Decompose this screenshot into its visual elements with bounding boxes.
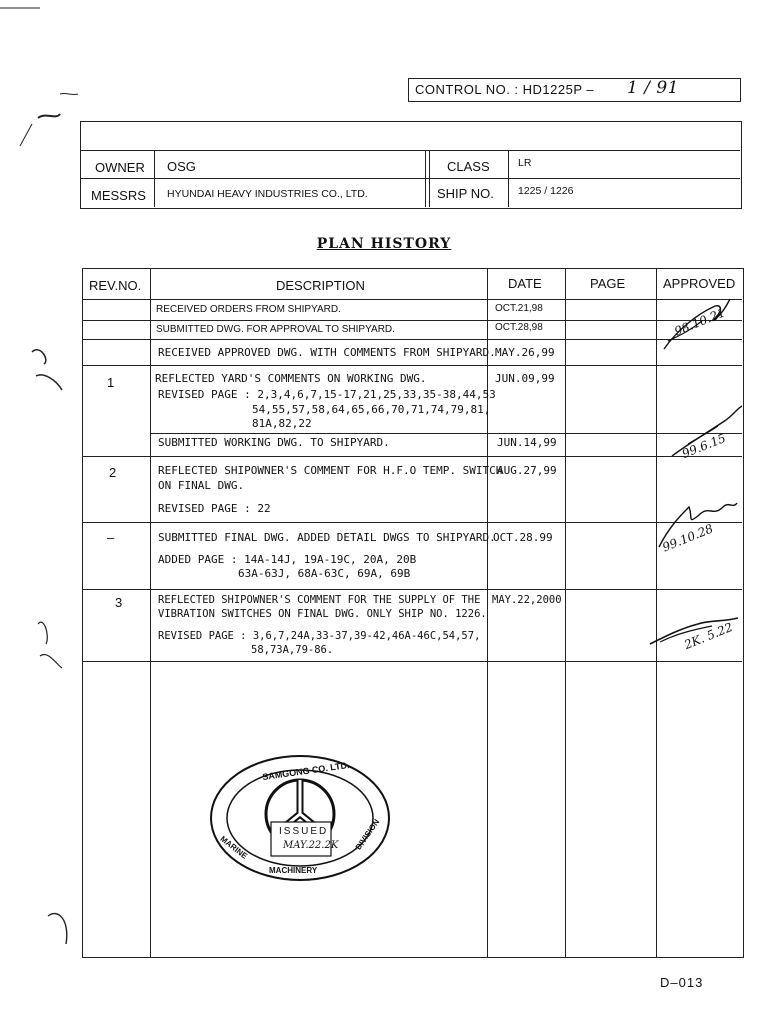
row-6-date: OCT.28.99 xyxy=(493,531,553,544)
owner-label: OWNER xyxy=(95,160,145,175)
row-7-rev: 3 xyxy=(115,595,123,610)
col-header-approved: APPROVED xyxy=(663,276,736,291)
control-number-label: CONTROL NO. : HD1225P – xyxy=(415,82,595,97)
row-0-description: RECEIVED ORDERS FROM SHIPYARD. xyxy=(156,304,341,315)
row-7-description-line3: REVISED PAGE : 3,6,7,24A,33-37,39-42,46A-46C,54,57, xyxy=(158,630,481,642)
row-6-description: SUBMITTED FINAL DWG. ADDED DETAIL DWGS TO SHIPYARD. xyxy=(158,531,496,544)
row-1-description: SUBMITTED DWG. FOR APPROVAL TO SHIPYARD. xyxy=(156,324,395,335)
row-5-description: REFLECTED SHIPOWNER'S COMMENT FOR H.F.O TEMP. SWITCH xyxy=(158,464,503,477)
row-3-date: JUN.09,99 xyxy=(495,372,555,385)
approval-date-1: 98.10.21 xyxy=(672,305,728,339)
row-1-date: OCT.28,98 xyxy=(495,322,543,333)
row-2-description: RECEIVED APPROVED DWG. WITH COMMENTS FROM SHIPYARD. xyxy=(158,346,496,359)
row-7-description-line2: VIBRATION SWITCHES ON FINAL DWG. ONLY SHIP NO. 1226. xyxy=(158,608,487,620)
row-2-date: MAY.26,99 xyxy=(495,346,555,359)
messrs-value: HYUNDAI HEAVY INDUSTRIES CO., LTD. xyxy=(167,188,368,200)
stamp-top-text: SAMGONG CO. LTD. xyxy=(261,759,351,783)
row-7-description: REFLECTED SHIPOWNER'S COMMENT FOR THE SUPPLY OF THE xyxy=(158,594,481,606)
row-5-description-line3: REVISED PAGE : 22 xyxy=(158,502,271,515)
shipno-value: 1225 / 1226 xyxy=(518,185,574,197)
messrs-label: MESSRS xyxy=(91,188,146,203)
row-6-description-line3: 63A-63J, 68A-63C, 69A, 69B xyxy=(238,567,411,580)
control-number-handwritten: 1 / 91 xyxy=(627,78,679,98)
col-header-date: DATE xyxy=(508,276,542,291)
stamp-date-text: MAY.22.2K xyxy=(283,840,339,851)
approval-date-3: 99.10.28 xyxy=(660,521,716,555)
row-6-description-line2: ADDED PAGE : 14A-14J, 19A-19C, 20A, 20B xyxy=(158,553,417,566)
row-3-description-line3: 54,55,57,58,64,65,66,70,71,74,79,81, xyxy=(252,403,491,416)
row-6-rev: – xyxy=(107,530,115,545)
class-label: CLASS xyxy=(447,159,490,174)
row-4-date: JUN.14,99 xyxy=(497,436,557,449)
col-header-description: DESCRIPTION xyxy=(276,278,365,293)
row-3-description: REFLECTED YARD'S COMMENTS ON WORKING DWG. xyxy=(155,372,427,385)
col-header-page: PAGE xyxy=(590,276,626,291)
stamp-bottom-left-text: MARINE xyxy=(218,834,249,861)
row-3-rev: 1 xyxy=(107,375,115,390)
row-5-rev: 2 xyxy=(109,465,117,480)
row-3-description-line4: 81A,82,22 xyxy=(252,417,312,430)
row-7-date: MAY.22,2000 xyxy=(492,594,562,606)
stamp-bottom-right-text: DIVISION xyxy=(353,817,382,852)
page-title: PLAN HISTORY xyxy=(316,236,452,252)
class-value: LR xyxy=(518,157,532,169)
row-3-description-line2: REVISED PAGE : 2,3,4,6,7,15-17,21,25,33,35-38,44,53 xyxy=(158,388,496,401)
document-code: D–013 xyxy=(660,975,704,990)
row-7-description-line4: 58,73A,79-86. xyxy=(251,644,334,656)
row-5-description-line2: ON FINAL DWG. xyxy=(158,479,245,492)
owner-value: OSG xyxy=(167,159,196,174)
row-0-date: OCT.21,98 xyxy=(495,303,543,314)
row-4-description: SUBMITTED WORKING DWG. TO SHIPYARD. xyxy=(158,436,390,449)
shipno-label: SHIP NO. xyxy=(437,186,494,201)
row-5-date: AUG.27,99 xyxy=(497,464,557,477)
approval-date-2: 99.6.15 xyxy=(680,430,728,462)
col-header-rev: REV.NO. xyxy=(89,278,142,293)
stamp-center-text: ISSUED xyxy=(279,826,329,837)
stamp-bottom-text: MACHINERY xyxy=(269,866,318,875)
approval-date-4: 2K. 5.22 xyxy=(682,619,735,653)
